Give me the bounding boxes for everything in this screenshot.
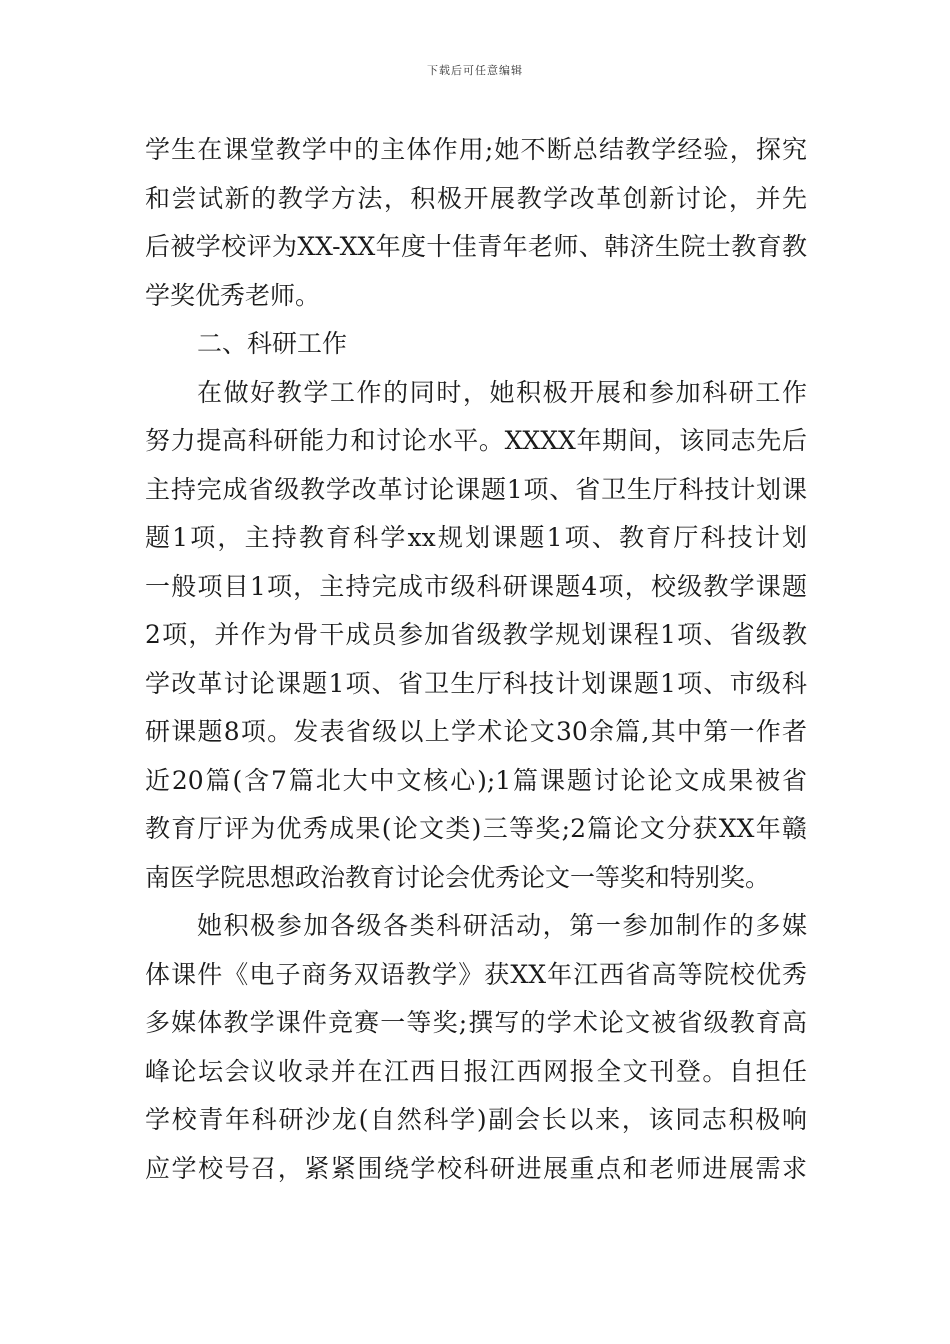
paragraph-2-line-11: 南医学院思想政治教育讨论会优秀论文一等奖和特别奖。 — [145, 862, 771, 892]
paragraph-2-line-4: 题1项，主持教育科学xx规划课题1项、教育厅科技计划 — [145, 523, 807, 552]
paragraph-2-line-2: 努力提高科研能力和讨论水平。XXXX年期间，该同志先后 — [145, 426, 807, 455]
paragraph-1-line-1: 学生在课堂教学中的主体作用;她不断总结教学经验，探究 — [145, 135, 807, 164]
paragraph-3-line-6: 应学校号召，紧紧围绕学校科研进展重点和老师进展需求 — [145, 1153, 807, 1183]
section-heading: 二、科研工作 — [197, 329, 348, 358]
paragraph-2-line-5: 一般项目1项，主持完成市级科研课题4项，校级教学课题 — [145, 571, 807, 601]
paragraph-2-line-9: 近20篇(含7篇北大中文核心);1篇课题讨论论文成果被省 — [145, 765, 807, 795]
paragraph-3-line-4: 峰论坛会议收录并在江西日报江西网报全文刊登。自担任 — [145, 1056, 807, 1086]
paragraph-3-line-3: 多媒体教学课件竞赛一等奖;撰写的学术论文被省级教育高 — [145, 1008, 807, 1037]
paragraph-3-line-1: 她积极参加各级各类科研活动，第一参加制作的多媒 — [197, 911, 807, 940]
paragraph-1-line-4: 学奖优秀老师。 — [145, 280, 321, 310]
paragraph-1-line-3: 后被学校评为XX-XX年度十佳青年老师、韩济生院士教育教 — [145, 232, 807, 261]
paragraph-2-line-1: 在做好教学工作的同时，她积极开展和参加科研工作 — [197, 377, 807, 407]
paragraph-2-line-8: 研课题8项。发表省级以上学术论文30余篇,其中第一作者 — [145, 717, 807, 746]
paragraph-2-line-10: 教育厅评为优秀成果(论文类)三等奖;2篇论文分获XX年赣 — [145, 814, 807, 843]
document-body — [145, 126, 807, 1193]
paragraph-2-line-7: 学改革讨论课题1项、省卫生厅科技计划课题1项、市级科 — [145, 668, 807, 698]
header-note: 下载后可任意编辑 — [427, 64, 523, 77]
paragraph-3-line-5: 学校青年科研沙龙(自然科学)副会长以来，该同志积极响 — [145, 1105, 807, 1134]
paragraph-2-line-6: 2项，并作为骨干成员参加省级教学规划课程1项、省级教 — [145, 620, 807, 649]
paragraph-1-line-2: 和尝试新的教学方法，积极开展教学改革创新讨论，并先 — [145, 183, 807, 213]
paragraph-3-line-2: 体课件《电子商务双语教学》获XX年江西省高等院校优秀 — [145, 959, 807, 989]
paragraph-2-line-3: 主持完成省级教学改革讨论课题1项、省卫生厅科技计划课 — [145, 474, 807, 504]
